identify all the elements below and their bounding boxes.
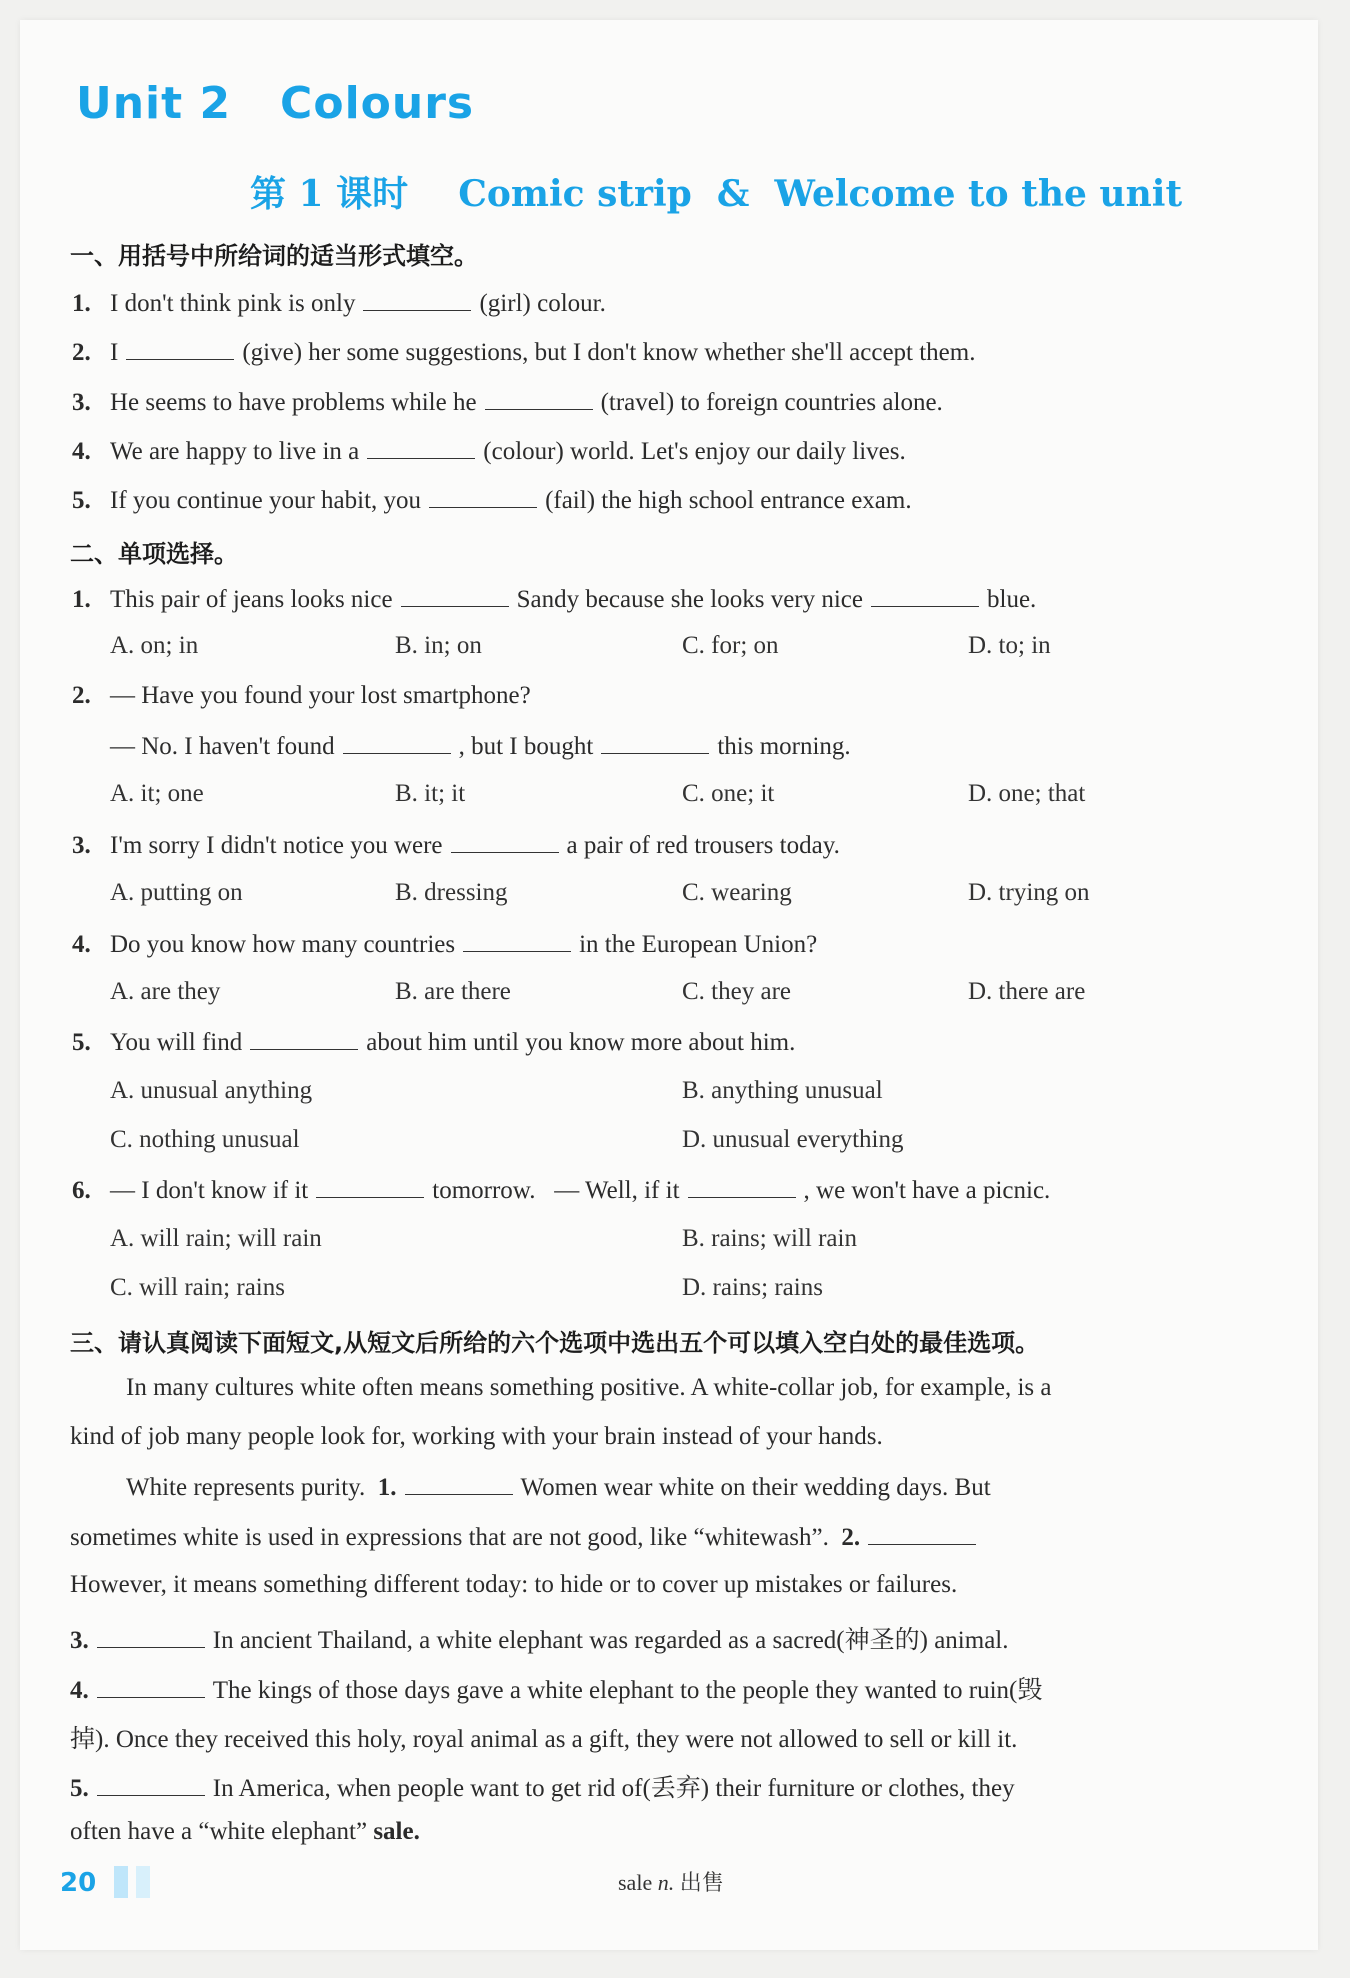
answer-blank[interactable] [126,337,234,360]
s2-q6-option-c[interactable]: C. will rain; rains [110,1274,285,1301]
s2-q2-option-c[interactable]: C. one; it [682,780,775,807]
answer-blank-4[interactable] [97,1675,205,1698]
section1-heading: 一、用括号中所给词的适当形式填空。 [70,242,478,270]
answer-blank[interactable] [601,731,709,754]
s2-q6-option-b[interactable]: B. rains; will rain [682,1225,857,1252]
s2-q1: 1. This pair of jeans looks nice Sandy because she looks very nice blue. [72,586,1037,613]
s2-q5: 5. You will find about him until you know more about him. [72,1029,796,1056]
answer-blank[interactable] [250,1027,358,1050]
answer-blank[interactable] [367,436,475,459]
answer-blank[interactable] [485,387,593,410]
unit-title: Unit 2 Colours [76,78,475,129]
passage-line: 4. The kings of those days gave a white elephant to the people they wanted to ruin(毁 [70,1677,1043,1704]
passage-line: often have a “white elephant” sale. [70,1818,420,1845]
s2-q1-option-d[interactable]: D. to; in [968,632,1051,659]
passage-line: White represents purity. 1. Women wear white on their wedding days. But [126,1474,991,1501]
section2-heading: 二、单项选择。 [70,540,238,568]
s2-q3-option-a[interactable]: A. putting on [110,879,243,906]
answer-blank-2[interactable] [868,1522,976,1545]
section3-heading: 三、请认真阅读下面短文,从短文后所给的六个选项中选出五个可以填入空白处的最佳选项。 [70,1329,1040,1357]
passage-line: 5. In America, when people want to get rid of(丢弃) their furniture or clothes, they [70,1775,1015,1802]
answer-blank-1[interactable] [405,1472,513,1495]
passage-line: kind of job many people look for, working with your brain instead of your hands. [70,1423,883,1450]
answer-blank-3[interactable] [97,1625,205,1648]
passage-line: However, it means something different today: to hide or to cover up mistakes or failures. [70,1571,958,1598]
answer-blank[interactable] [343,731,451,754]
answer-blank[interactable] [451,830,559,853]
answer-blank[interactable] [429,485,537,508]
passage-line: 掉). Once they received this holy, royal animal as a gift, they were not allowed to sell or kill it. [70,1726,1018,1753]
page-number: 20 [60,1868,97,1898]
s2-q6-option-a[interactable]: A. will rain; will rain [110,1225,322,1252]
decor-bar [136,1866,150,1898]
s2-q3-option-c[interactable]: C. wearing [682,879,792,906]
s2-q2: 2. — Have you found your lost smartphone? [72,682,531,709]
s2-q4-option-c[interactable]: C. they are [682,978,791,1005]
footnote: sale n. 出售 [618,1870,724,1895]
s1-item-2: 2. I (give) her some suggestions, but I don't know whether she'll accept them. [72,339,976,366]
passage-line: sometimes white is used in expressions that are not good, like “whitewash”. 2. [70,1522,984,1552]
s2-q1-option-b[interactable]: B. in; on [395,632,482,659]
s2-q2-option-b[interactable]: B. it; it [395,780,466,807]
s1-item-1: 1. I don't think pink is only (girl) colour. [72,290,606,317]
s2-q5-option-b[interactable]: B. anything unusual [682,1077,883,1104]
passage-line: In many cultures white often means something positive. A white-collar job, for example, is a [126,1374,1052,1401]
s2-q6: 6. — I don't know if it tomorrow. — Well, if it , we won't have a picnic. [72,1177,1051,1204]
s2-q3-option-b[interactable]: B. dressing [395,879,508,906]
s2-q1-option-c[interactable]: C. for; on [682,632,779,659]
answer-blank-5[interactable] [97,1773,205,1796]
s2-q2-option-d[interactable]: D. one; that [968,780,1086,807]
decor-bar [114,1866,128,1898]
s2-q6-option-d[interactable]: D. rains; rains [682,1274,823,1301]
s2-q3: 3. I'm sorry I didn't notice you were a pair of red trousers today. [72,832,840,859]
s1-item-5: 5. If you continue your habit, you (fail) the high school entrance exam. [72,487,912,514]
s2-q3-option-d[interactable]: D. trying on [968,879,1090,906]
s2-q5-option-c[interactable]: C. nothing unusual [110,1126,300,1153]
s2-q4-option-b[interactable]: B. are there [395,978,511,1005]
s2-q4-option-a[interactable]: A. are they [110,978,221,1005]
answer-blank[interactable] [463,929,571,952]
s2-q5-option-a[interactable]: A. unusual anything [110,1077,313,1104]
answer-blank[interactable] [316,1175,424,1198]
answer-blank[interactable] [871,584,979,607]
s1-item-3: 3. He seems to have problems while he (travel) to foreign countries alone. [72,389,943,416]
s2-q2-option-a[interactable]: A. it; one [110,780,204,807]
passage-line: 3. In ancient Thailand, a white elephant was regarded as a sacred(神圣的) animal. [70,1627,1009,1654]
s2-q2-line2: — No. I haven't found , but I bought this morning. [110,733,851,760]
answer-blank[interactable] [401,584,509,607]
s2-q5-option-d[interactable]: D. unusual everything [682,1126,904,1153]
s1-item-4: 4. We are happy to live in a (colour) world. Let's enjoy our daily lives. [72,438,906,465]
answer-blank[interactable] [363,288,471,311]
answer-blank[interactable] [688,1175,796,1198]
s2-q1-option-a[interactable]: A. on; in [110,632,199,659]
s2-q4-option-d[interactable]: D. there are [968,978,1086,1005]
lesson-title: 第 1 课时 Comic strip & Welcome to the unit [250,173,1183,215]
s2-q4: 4. Do you know how many countries in the European Union? [72,931,818,958]
